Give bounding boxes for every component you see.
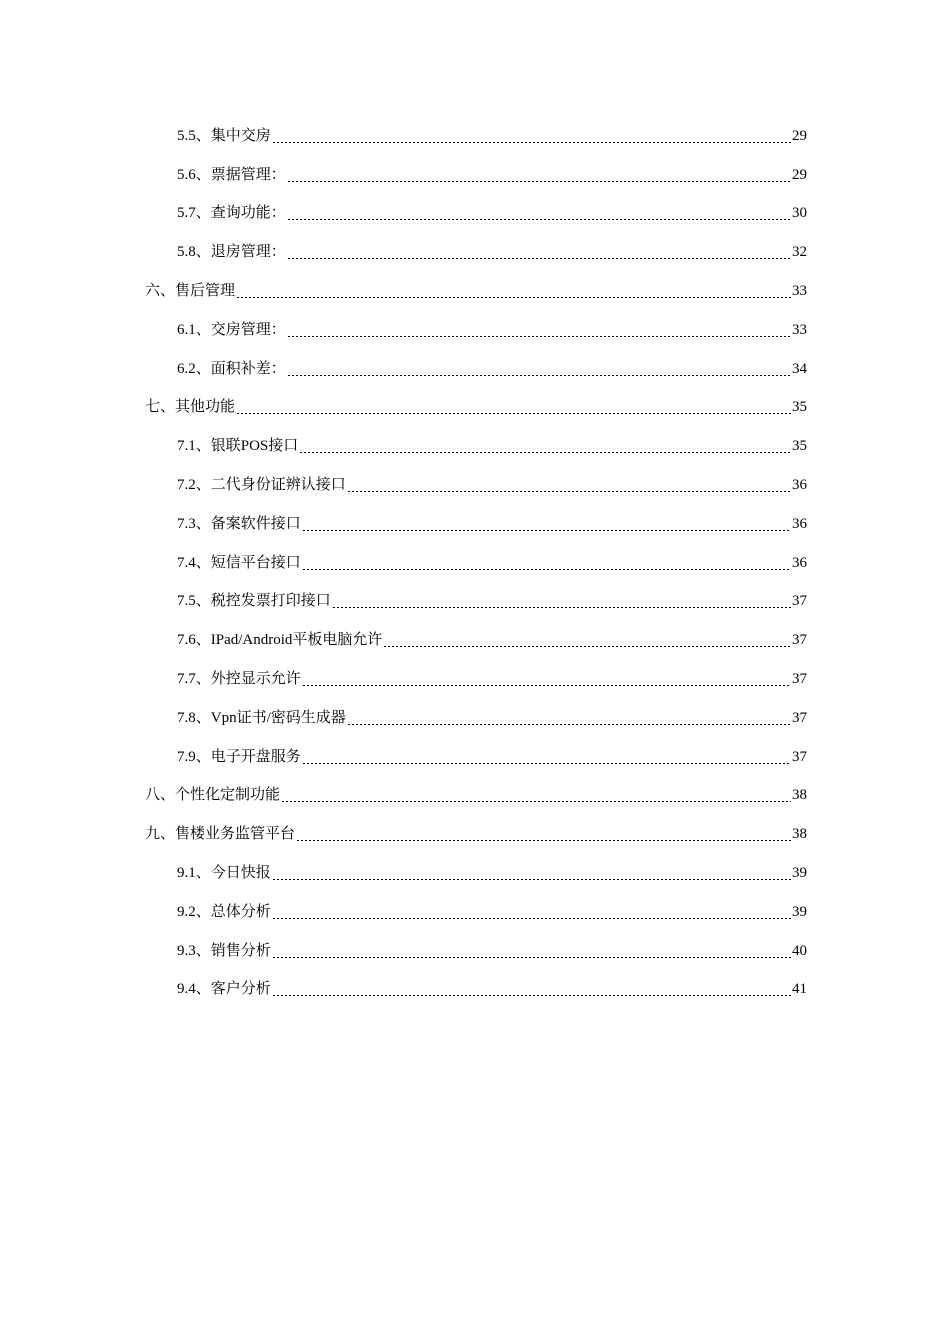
toc-entry-page-number: 38 <box>792 787 807 804</box>
toc-entry-title: 7.8、Vpn证书/密码生成器 <box>177 709 346 726</box>
toc-entry-page-number: 32 <box>792 244 807 261</box>
toc-entry[interactable] <box>145 699 807 738</box>
toc-dot-leader <box>272 142 791 143</box>
toc-entry-page-number: 36 <box>792 515 807 532</box>
toc-entry[interactable] <box>145 971 807 1010</box>
toc-dot-leader <box>347 724 791 725</box>
toc-dot-leader <box>296 840 791 841</box>
toc-entry[interactable] <box>145 427 807 466</box>
toc-entry-page-number: 37 <box>792 709 807 726</box>
toc-entry-page-number: 37 <box>792 593 807 610</box>
toc-entry-title: 7.1、银联POS接口 <box>177 438 299 455</box>
toc-entry[interactable] <box>145 505 807 544</box>
toc-dot-leader <box>236 413 791 414</box>
toc-entry[interactable] <box>145 544 807 583</box>
toc-entry-page-number: 37 <box>792 632 807 649</box>
toc-entry-title: 9.4、客户分析 <box>177 981 271 998</box>
toc-entry-title: 5.6、票据管理： <box>177 166 286 183</box>
toc-entry-title: 9.1、今日快报 <box>177 865 271 882</box>
toc-dot-leader <box>287 375 791 376</box>
toc-entry-title: 7.6、IPad/Android平板电脑允许 <box>177 632 383 649</box>
toc-entry-page-number: 33 <box>792 283 807 300</box>
toc-entry[interactable] <box>145 893 807 932</box>
toc-entry[interactable] <box>145 117 807 156</box>
toc-entry[interactable] <box>145 311 807 350</box>
toc-dot-leader <box>236 297 791 298</box>
toc-entry[interactable] <box>145 195 807 234</box>
toc-entry[interactable] <box>145 583 807 622</box>
toc-entry-title: 八、个性化定制功能 <box>145 787 281 804</box>
toc-dot-leader <box>287 219 791 220</box>
toc-entry[interactable] <box>145 854 807 893</box>
toc-entry[interactable] <box>145 466 807 505</box>
toc-entry-title: 7.3、备案软件接口 <box>177 515 301 532</box>
toc-entry[interactable] <box>145 272 807 311</box>
toc-entry-page-number: 39 <box>792 865 807 882</box>
toc-entry-title: 7.9、电子开盘服务 <box>177 748 301 765</box>
toc-entry-title: 9.2、总体分析 <box>177 903 271 920</box>
toc-entry-title: 6.2、面积补差： <box>177 360 286 377</box>
toc-entry-title: 5.8、退房管理： <box>177 244 286 261</box>
toc-dot-leader <box>287 181 791 182</box>
toc-entry-page-number: 36 <box>792 477 807 494</box>
toc-entry-title: 九、售楼业务监管平台 <box>145 826 296 843</box>
toc-entry-title: 7.4、短信平台接口 <box>177 554 301 571</box>
toc-entry[interactable] <box>145 932 807 971</box>
toc-dot-leader <box>299 452 791 453</box>
toc-entry-page-number: 40 <box>792 942 807 959</box>
toc-entry-page-number: 35 <box>792 399 807 416</box>
toc-entry-page-number: 37 <box>792 671 807 688</box>
toc-dot-leader <box>383 646 791 647</box>
toc-dot-leader <box>347 491 791 492</box>
toc-entry[interactable] <box>145 621 807 660</box>
toc-entry-page-number: 39 <box>792 903 807 920</box>
toc-entry[interactable] <box>145 350 807 389</box>
toc-dot-leader <box>272 957 791 958</box>
toc-dot-leader <box>302 685 791 686</box>
toc-entry-title: 七、其他功能 <box>145 399 236 416</box>
toc-entry-title: 5.7、查询功能： <box>177 205 286 222</box>
toc-entry-page-number: 34 <box>792 360 807 377</box>
toc-entry-page-number: 29 <box>792 166 807 183</box>
toc-entry[interactable] <box>145 777 807 816</box>
toc-entry[interactable] <box>145 738 807 777</box>
toc-entry-page-number: 33 <box>792 321 807 338</box>
toc-entry-page-number: 36 <box>792 554 807 571</box>
toc-entry[interactable] <box>145 660 807 699</box>
toc-dot-leader <box>287 258 791 259</box>
toc-entry[interactable] <box>145 389 807 428</box>
toc-dot-leader <box>281 801 791 802</box>
toc-entry-page-number: 38 <box>792 826 807 843</box>
toc-entry-page-number: 37 <box>792 748 807 765</box>
toc-dot-leader <box>272 995 791 996</box>
toc-entry-title: 7.2、二代身份证辨认接口 <box>177 477 346 494</box>
toc-entry[interactable] <box>145 233 807 272</box>
table-of-contents <box>145 117 807 1009</box>
toc-dot-leader <box>272 879 791 880</box>
toc-entry-title: 六、售后管理 <box>145 283 236 300</box>
toc-entry-page-number: 29 <box>792 127 807 144</box>
toc-entry-title: 9.3、销售分析 <box>177 942 271 959</box>
toc-entry[interactable] <box>145 815 807 854</box>
toc-entry-title: 7.5、税控发票打印接口 <box>177 593 331 610</box>
toc-entry-title: 6.1、交房管理： <box>177 321 286 338</box>
toc-dot-leader <box>302 569 791 570</box>
toc-dot-leader <box>302 530 791 531</box>
toc-entry-page-number: 30 <box>792 205 807 222</box>
toc-entry-page-number: 35 <box>792 438 807 455</box>
toc-dot-leader <box>332 607 791 608</box>
toc-dot-leader <box>287 336 791 337</box>
toc-entry-title: 5.5、集中交房 <box>177 127 271 144</box>
toc-dot-leader <box>302 763 791 764</box>
toc-entry-title: 7.7、外控显示允许 <box>177 671 301 688</box>
toc-entry[interactable] <box>145 156 807 195</box>
toc-dot-leader <box>272 918 791 919</box>
toc-entry-page-number: 41 <box>792 981 807 998</box>
